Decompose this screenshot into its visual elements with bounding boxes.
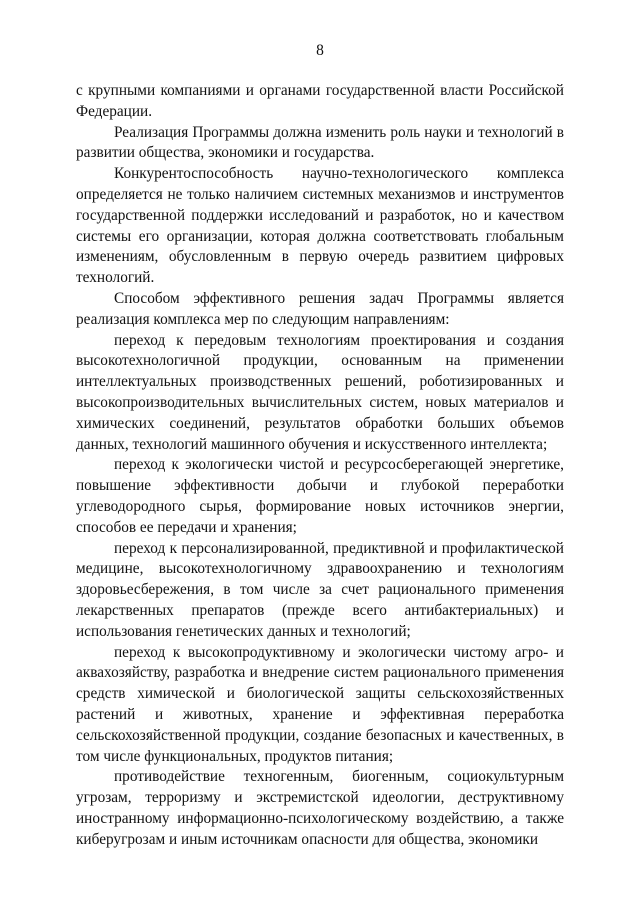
paragraph-continuation: с крупными компаниями и органами государственной власти Российской Федерации.	[76, 82, 564, 120]
paragraph-measures-intro: Способом эффективного решения задач Программы является реализация комплекса мер по следующим направлениям:	[76, 289, 564, 328]
list-item-advanced-technologies: переход к передовым технологиям проектирования и создания высокотехнологичной продукции, основанным на применении интеллектуальных производственных решений, роботизированных и высокопроизводительных вычислительных систем, новых материалов и химических соединений, результатов обработки больших объемов данных, технологий машинного обучения и искусственного интеллекта;	[76, 331, 564, 453]
list-item-threat-countermeasures: противодействие техногенным, биогенным, социокультурным угрозам, терроризму и экстремистской идеологии, деструктивному иностранному информационно-психологическому воздействию, а также киберугрозам и иным источникам опасности для общества, экономики	[76, 768, 564, 848]
paragraph-program-role: Реализация Программы должна изменить роль науки и технологий в развитии общества, экономики и государства.	[76, 123, 564, 162]
body-text	[76, 81, 564, 850]
list-item-clean-energy: переход к экологически чистой и ресурсосберегающей энергетике, повышение эффективности добычи и глубокой переработки углеводородного сырья, формирование новых источников энергии, способов ее передачи и хранения;	[76, 456, 564, 536]
list-item-personalized-medicine: переход к персонализированной, предиктивной и профилактической медицине, высокотехнологичному здравоохранению и технологиям здоровьесбережения, в том числе за счет рационального применения лекарственных препаратов (прежде всего антибактериальных) и использования генетических данных и технологий;	[76, 539, 564, 640]
paragraph-competitiveness: Конкурентоспособность научно-технологического комплекса определяется не только наличием системных механизмов и инструментов государственной поддержки исследований и разработок, но и качеством системы его организации, которая должна соответствовать глобальным изменениям, обусловленным в первую очередь развитием цифровых технологий.	[76, 165, 564, 287]
list-item-agriculture: переход к высокопродуктивному и экологически чистому агро- и аквахозяйству, разработка и внедрение систем рационального применения средств химической и биологической защиты сельскохозяйственных растений и животных, хранение и эффективная переработка сельскохозяйственной продукции, создание безопасных и качественных, в том числе функциональных, продуктов питания;	[76, 643, 564, 765]
page-number: 8	[316, 42, 324, 59]
